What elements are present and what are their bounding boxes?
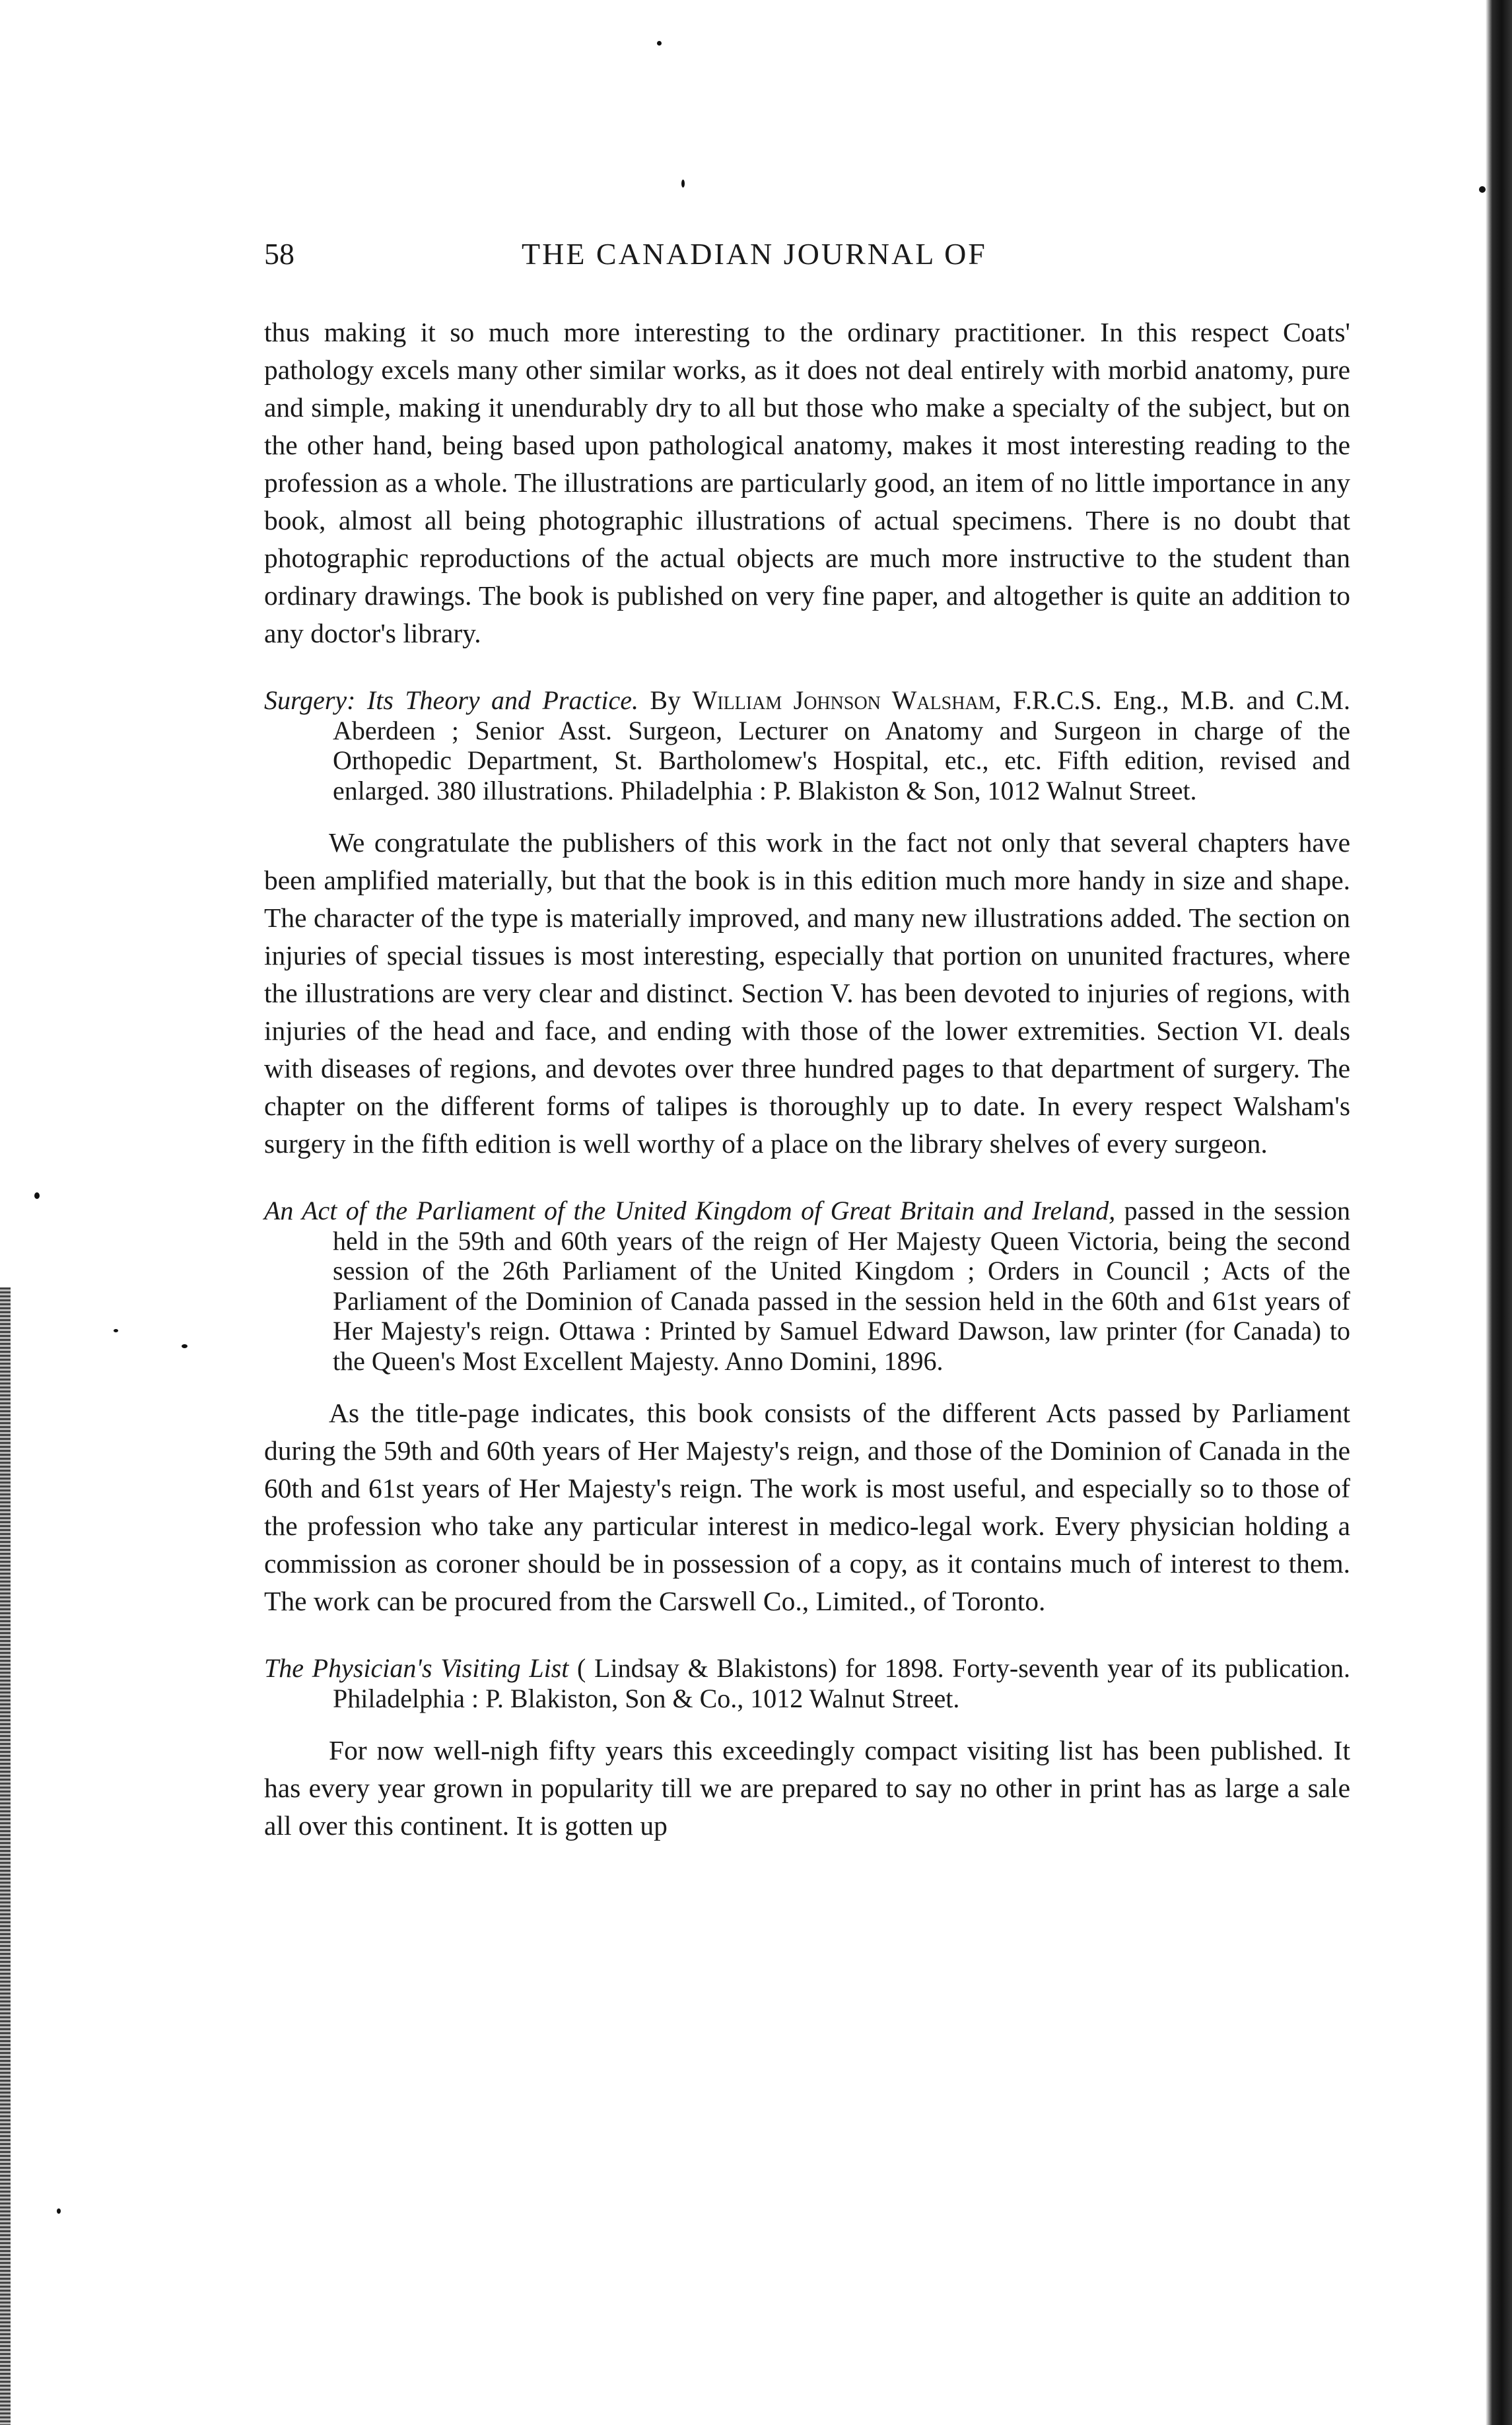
review-paragraph: As the title-page indicates, this book consists of the different Acts passed by Parliament during the 59th and 60th years of Her Majesty's reign, and those of the Dominion of Canada in the 60th and 61st years of Her Majesty's reign. The work is most useful, and especially so to those of the profession who take any particular interest in medico-legal work. Every physician holding a commission as coroner should be in possession of a copy, as it contains much of interest to them. The work can be procured from the Carswell Co., Limited., of Toronto. [264,1398,1350,1616]
citation-title: An Act of the Parliament of the United Kingdom of Great Britain and Ireland, [264,1196,1116,1225]
citation-title: The Physician's Visiting List [264,1653,569,1683]
citation-details: ( Lindsay & Blakistons) for 1898. Forty-seventh year of its publication. Philadelphia : P. Blakiston, Son & Co., 1012 Walnut Street. [333,1653,1350,1713]
book-citation [264,1653,1350,1713]
review-paragraph: We congratulate the publishers of this work in the fact not only that several chapters have been amplified materially, but that the book is in this edition much more handy in size and shape. The character of the type is materially improved, and many new illustrations added. The section on injuries of special tissues is most interesting, especially that portion on ununited fractures, where the illustrations are very clear and distinct. Section V. has been devoted to injuries of regions, with injuries of the head and face, and ending with those of the lower extremities. Section VI. deals with diseases of regions, and devotes over three hundred pages to that department of surgery. The chapter on the different forms of talipes is thoroughly up to date. In every respect Walsham's surgery in the fifth edition is well worthy of a place on the library shelves of every surgeon. [264,827,1350,1159]
scan-speck [57,2208,61,2214]
scan-speck [182,1344,188,1348]
citation-details: passed in the session held in the 59th and 60th years of the reign of Her Majesty Queen Victoria, being the second session of the 26th Parliament of the United Kingdom ; Orders in Council ; Acts of the Parliament of the Dominion of Canada passed in the session held in the 60th and 61st years of Her Majesty's reign. Ottawa : Printed by Samuel Edward Dawson, law printer (for Canada) to the Queen's Most Excellent Majesty. Anno Domini, 1896. [333,1196,1351,1376]
scan-speck [114,1329,118,1332]
citation-author: William Johnson Walsham [692,685,995,715]
book-citation [264,1196,1350,1376]
citation-details: , F.R.C.S. Eng., M.B. and C.M. Aberdeen ; Senior Asst. Surgeon, Lecturer on Anatomy and Surgeon in charge of the Orthopedic Department, St. Bartholomew's Hospital, etc., etc. Fifth edition, revised and enlarged. 380 illustrations. Philadelphia : P. Blakiston & Son, 1012 Walnut Street. [333,685,1351,805]
citation-title: Surgery: Its Theory and Practice. [264,685,638,715]
page-header [264,228,1360,281]
book-citation [264,685,1350,805]
scan-binding-edge [0,1287,11,2425]
page-body [264,314,1350,1845]
review-paragraph: For now well-nigh fifty years this exceedingly compact visiting list has been published. It has every year grown in popularity till we are prepared to say no other in print has as large a sale all over this continent. It is gotten up [264,1735,1350,1841]
review-paragraph: thus making it so much more interesting to the ordinary practitioner. In this respect Coats' pathology excels many other similar works, as it does not deal entirely with morbid anatomy, pure and simple, making it unendurably dry to all but those who make a specialty of the subject, but on the other hand, being based upon pathological anatomy, makes it most interesting reading to the profession as a whole. The illustrations are particularly good, an item of no little importance in any book, almost all being photographic illustrations of actual specimens. There is no doubt that photographic reproductions of the actual objects are much more instructive to the student than ordinary drawings. The book is published on very fine paper, and altogether is quite an addition to any doctor's library. [264,317,1350,648]
citation-author-prefix: By [650,685,681,715]
running-head: THE CANADIAN JOURNAL OF [522,237,987,271]
scan-speck [1479,186,1486,193]
scan-speck [681,180,685,188]
scan-edge-shadow [1486,0,1512,2425]
scan-speck [657,41,662,46]
scan-speck [34,1192,40,1199]
page-number: 58 [264,237,294,271]
